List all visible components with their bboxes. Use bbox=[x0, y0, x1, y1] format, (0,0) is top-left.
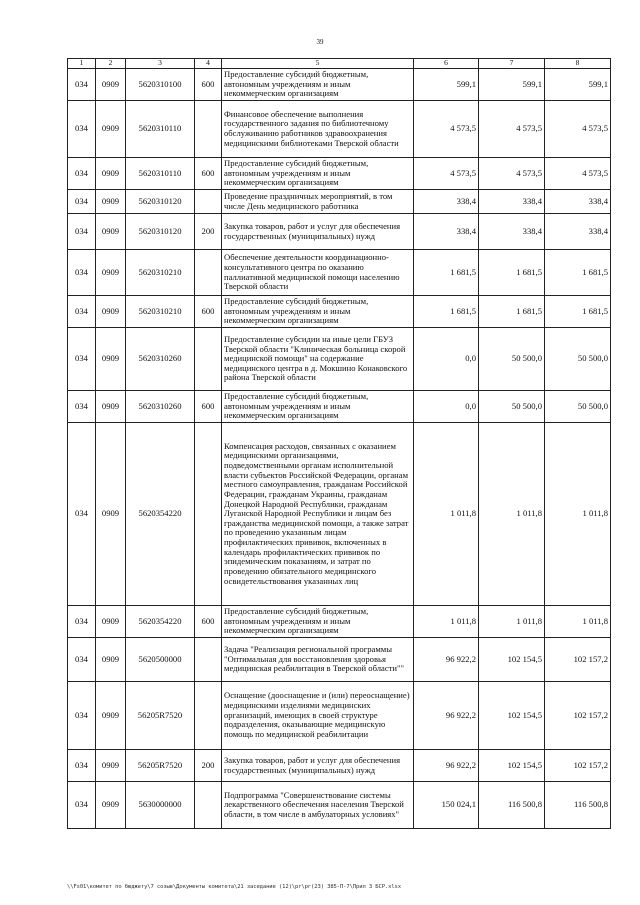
item-name-cell: Оснащение (дооснащение и (или) переоснащение) медицинскими изделиями медицинских организаций, имеющих в своей структуре подразделения, оказывающие медицинскую помощь по медицинской реабилитации bbox=[222, 682, 414, 750]
target-article-cell: 5620354220 bbox=[126, 423, 195, 606]
table-row bbox=[68, 682, 611, 750]
amount-col8-cell: 102 157,2 bbox=[545, 682, 611, 750]
amount-col8-cell: 1 681,5 bbox=[545, 250, 611, 296]
table-row bbox=[68, 750, 611, 782]
expense-type-cell: 600 bbox=[195, 296, 222, 328]
chapter-code-cell: 034 bbox=[68, 190, 96, 214]
column-header-4: 4 bbox=[195, 59, 222, 69]
target-article-cell: 5620310120 bbox=[126, 190, 195, 214]
chapter-code-cell: 034 bbox=[68, 250, 96, 296]
page-number: 39 bbox=[316, 38, 324, 46]
target-article-cell: 56205R7520 bbox=[126, 750, 195, 782]
target-article-cell: 5620354220 bbox=[126, 606, 195, 638]
item-name-cell: Закупка товаров, работ и услуг для обеспечения государственных (муниципальных) нужд bbox=[222, 750, 414, 782]
table-row bbox=[68, 214, 611, 250]
table-row bbox=[68, 296, 611, 328]
section-code-cell: 0909 bbox=[96, 250, 126, 296]
file-path-footer: \\Fs01\комитет по бюджету\7 созыв\Документы комитета\21 заседание (12)\рг\рг(23) 385-П-7\Прил 3 БСР.xlsx bbox=[67, 884, 401, 890]
expense-type-cell: 200 bbox=[195, 750, 222, 782]
item-name-cell: Обеспечение деятельности координационно-консультативного центра по оказанию паллиативной медицинской помощи населению Тверской области bbox=[222, 250, 414, 296]
amount-col6-cell: 96 922,2 bbox=[414, 750, 479, 782]
amount-col7-cell: 50 500,0 bbox=[479, 328, 545, 391]
amount-col8-cell: 599,1 bbox=[545, 69, 611, 101]
section-code-cell: 0909 bbox=[96, 190, 126, 214]
section-code-cell: 0909 bbox=[96, 214, 126, 250]
section-code-cell: 0909 bbox=[96, 101, 126, 158]
amount-col7-cell: 338,4 bbox=[479, 214, 545, 250]
item-name-cell: Предоставление субсидий бюджетным, автономным учреждениям и иным некоммерческим организациям bbox=[222, 158, 414, 190]
item-name-cell: Предоставление субсидий бюджетным, автономным учреждениям и иным некоммерческим организациям bbox=[222, 606, 414, 638]
amount-col8-cell: 4 573,5 bbox=[545, 158, 611, 190]
table-row bbox=[68, 638, 611, 682]
amount-col6-cell: 4 573,5 bbox=[414, 101, 479, 158]
amount-col6-cell: 96 922,2 bbox=[414, 638, 479, 682]
item-name-cell: Проведение праздничных мероприятий, в том числе День медицинского работника bbox=[222, 190, 414, 214]
target-article-cell: 5620310210 bbox=[126, 250, 195, 296]
budget-table bbox=[67, 58, 611, 829]
target-article-cell: 5620310100 bbox=[126, 69, 195, 101]
section-code-cell: 0909 bbox=[96, 638, 126, 682]
chapter-code-cell: 034 bbox=[68, 423, 96, 606]
section-code-cell: 0909 bbox=[96, 782, 126, 829]
expense-type-cell bbox=[195, 782, 222, 829]
amount-col7-cell: 116 500,8 bbox=[479, 782, 545, 829]
amount-col7-cell: 102 154,5 bbox=[479, 682, 545, 750]
amount-col6-cell: 599,1 bbox=[414, 69, 479, 101]
amount-col6-cell: 0,0 bbox=[414, 328, 479, 391]
amount-col6-cell: 1 681,5 bbox=[414, 250, 479, 296]
amount-col8-cell: 50 500,0 bbox=[545, 328, 611, 391]
amount-col6-cell: 4 573,5 bbox=[414, 158, 479, 190]
chapter-code-cell: 034 bbox=[68, 101, 96, 158]
amount-col7-cell: 4 573,5 bbox=[479, 101, 545, 158]
section-code-cell: 0909 bbox=[96, 158, 126, 190]
amount-col8-cell: 102 157,2 bbox=[545, 750, 611, 782]
amount-col6-cell: 0,0 bbox=[414, 391, 479, 423]
expense-type-cell: 600 bbox=[195, 391, 222, 423]
chapter-code-cell: 034 bbox=[68, 214, 96, 250]
table-row bbox=[68, 101, 611, 158]
chapter-code-cell: 034 bbox=[68, 328, 96, 391]
table-row bbox=[68, 328, 611, 391]
table-row bbox=[68, 423, 611, 606]
amount-col7-cell: 1 681,5 bbox=[479, 296, 545, 328]
chapter-code-cell: 034 bbox=[68, 638, 96, 682]
expense-type-cell bbox=[195, 101, 222, 158]
target-article-cell: 5620310260 bbox=[126, 391, 195, 423]
amount-col8-cell: 1 011,8 bbox=[545, 423, 611, 606]
target-article-cell: 5630000000 bbox=[126, 782, 195, 829]
column-header-5: 5 bbox=[222, 59, 414, 69]
expense-type-cell bbox=[195, 682, 222, 750]
table-row bbox=[68, 190, 611, 214]
amount-col8-cell: 116 500,8 bbox=[545, 782, 611, 829]
section-code-cell: 0909 bbox=[96, 69, 126, 101]
item-name-cell: Закупка товаров, работ и услуг для обеспечения государственных (муниципальных) нужд bbox=[222, 214, 414, 250]
column-header-2: 2 bbox=[96, 59, 126, 69]
table-row bbox=[68, 69, 611, 101]
table-row bbox=[68, 782, 611, 829]
amount-col8-cell: 102 157,2 bbox=[545, 638, 611, 682]
item-name-cell: Компенсация расходов, связанных с оказанием медицинскими организациями, подведомственными органам исполнительной власти субъектов Российской Федерации, органам местного самоуправления, гражданам Российской Федерации, гражданам Украины, гражданам Донецкой Народной Республики, гражданам Луганской Народной Республики и лицам без гражданства медицинской помощи, а также затрат по проведению указанным лицам профилактических прививок, включенных в календарь профилактических прививок по эпидемическим показаниям, и затрат по проведению обязательного медицинского освидетельствования указанных лиц bbox=[222, 423, 414, 606]
amount-col7-cell: 50 500,0 bbox=[479, 391, 545, 423]
amount-col6-cell: 1 681,5 bbox=[414, 296, 479, 328]
target-article-cell: 5620310120 bbox=[126, 214, 195, 250]
section-code-cell: 0909 bbox=[96, 391, 126, 423]
expense-type-cell bbox=[195, 423, 222, 606]
amount-col7-cell: 599,1 bbox=[479, 69, 545, 101]
expense-type-cell bbox=[195, 250, 222, 296]
target-article-cell: 5620310260 bbox=[126, 328, 195, 391]
amount-col7-cell: 4 573,5 bbox=[479, 158, 545, 190]
amount-col6-cell: 1 011,8 bbox=[414, 423, 479, 606]
table-row bbox=[68, 250, 611, 296]
amount-col7-cell: 1 681,5 bbox=[479, 250, 545, 296]
column-header-3: 3 bbox=[126, 59, 195, 69]
chapter-code-cell: 034 bbox=[68, 391, 96, 423]
target-article-cell: 5620310210 bbox=[126, 296, 195, 328]
item-name-cell: Предоставление субсидий бюджетным, автономным учреждениям и иным некоммерческим организациям bbox=[222, 296, 414, 328]
amount-col7-cell: 338,4 bbox=[479, 190, 545, 214]
target-article-cell: 5620310110 bbox=[126, 158, 195, 190]
table-row bbox=[68, 391, 611, 423]
item-name-cell: Предоставление субсидий бюджетным, автономным учреждениям и иным некоммерческим организациям bbox=[222, 69, 414, 101]
item-name-cell: Предоставление субсидий бюджетным, автономным учреждениям и иным некоммерческим организациям bbox=[222, 391, 414, 423]
column-header-8: 8 bbox=[545, 59, 611, 69]
target-article-cell: 5620500000 bbox=[126, 638, 195, 682]
section-code-cell: 0909 bbox=[96, 328, 126, 391]
section-code-cell: 0909 bbox=[96, 296, 126, 328]
expense-type-cell bbox=[195, 190, 222, 214]
chapter-code-cell: 034 bbox=[68, 750, 96, 782]
column-header-6: 6 bbox=[414, 59, 479, 69]
table-row bbox=[68, 158, 611, 190]
amount-col6-cell: 1 011,8 bbox=[414, 606, 479, 638]
expense-type-cell: 600 bbox=[195, 158, 222, 190]
amount-col8-cell: 1 681,5 bbox=[545, 296, 611, 328]
target-article-cell: 56205R7520 bbox=[126, 682, 195, 750]
section-code-cell: 0909 bbox=[96, 423, 126, 606]
amount-col6-cell: 96 922,2 bbox=[414, 682, 479, 750]
amount-col7-cell: 1 011,8 bbox=[479, 606, 545, 638]
table-header-row bbox=[68, 59, 611, 69]
amount-col8-cell: 338,4 bbox=[545, 214, 611, 250]
chapter-code-cell: 034 bbox=[68, 69, 96, 101]
target-article-cell: 5620310110 bbox=[126, 101, 195, 158]
amount-col6-cell: 338,4 bbox=[414, 214, 479, 250]
chapter-code-cell: 034 bbox=[68, 782, 96, 829]
amount-col8-cell: 4 573,5 bbox=[545, 101, 611, 158]
section-code-cell: 0909 bbox=[96, 682, 126, 750]
item-name-cell: Предоставление субсидии на иные цели ГБУЗ Тверской области "Клиническая больница скорой медицинской помощи" на содержание медицинского центра в д. Мокшино Конаковского района Тверской области bbox=[222, 328, 414, 391]
column-header-7: 7 bbox=[479, 59, 545, 69]
expense-type-cell bbox=[195, 638, 222, 682]
amount-col6-cell: 338,4 bbox=[414, 190, 479, 214]
section-code-cell: 0909 bbox=[96, 750, 126, 782]
column-header-1: 1 bbox=[68, 59, 96, 69]
amount-col8-cell: 338,4 bbox=[545, 190, 611, 214]
item-name-cell: Подпрограмма "Совершенствование системы лекарственного обеспечения населения Тверской области, в том числе в амбулаторных условиях" bbox=[222, 782, 414, 829]
expense-type-cell: 200 bbox=[195, 214, 222, 250]
item-name-cell: Финансовое обеспечение выполнения государственного задания по библиотечному обслуживанию работников здравоохранения медицинскими библиотеками Тверской области bbox=[222, 101, 414, 158]
table-row bbox=[68, 606, 611, 638]
chapter-code-cell: 034 bbox=[68, 606, 96, 638]
amount-col7-cell: 1 011,8 bbox=[479, 423, 545, 606]
amount-col6-cell: 150 024,1 bbox=[414, 782, 479, 829]
expense-type-cell bbox=[195, 328, 222, 391]
chapter-code-cell: 034 bbox=[68, 682, 96, 750]
chapter-code-cell: 034 bbox=[68, 158, 96, 190]
section-code-cell: 0909 bbox=[96, 606, 126, 638]
amount-col8-cell: 1 011,8 bbox=[545, 606, 611, 638]
expense-type-cell: 600 bbox=[195, 606, 222, 638]
chapter-code-cell: 034 bbox=[68, 296, 96, 328]
expense-type-cell: 600 bbox=[195, 69, 222, 101]
amount-col8-cell: 50 500,0 bbox=[545, 391, 611, 423]
item-name-cell: Задача "Реализация региональной программы "Оптимальная для восстановления здоровья медицинская реабилитация в Тверской области"" bbox=[222, 638, 414, 682]
amount-col7-cell: 102 154,5 bbox=[479, 750, 545, 782]
amount-col7-cell: 102 154,5 bbox=[479, 638, 545, 682]
